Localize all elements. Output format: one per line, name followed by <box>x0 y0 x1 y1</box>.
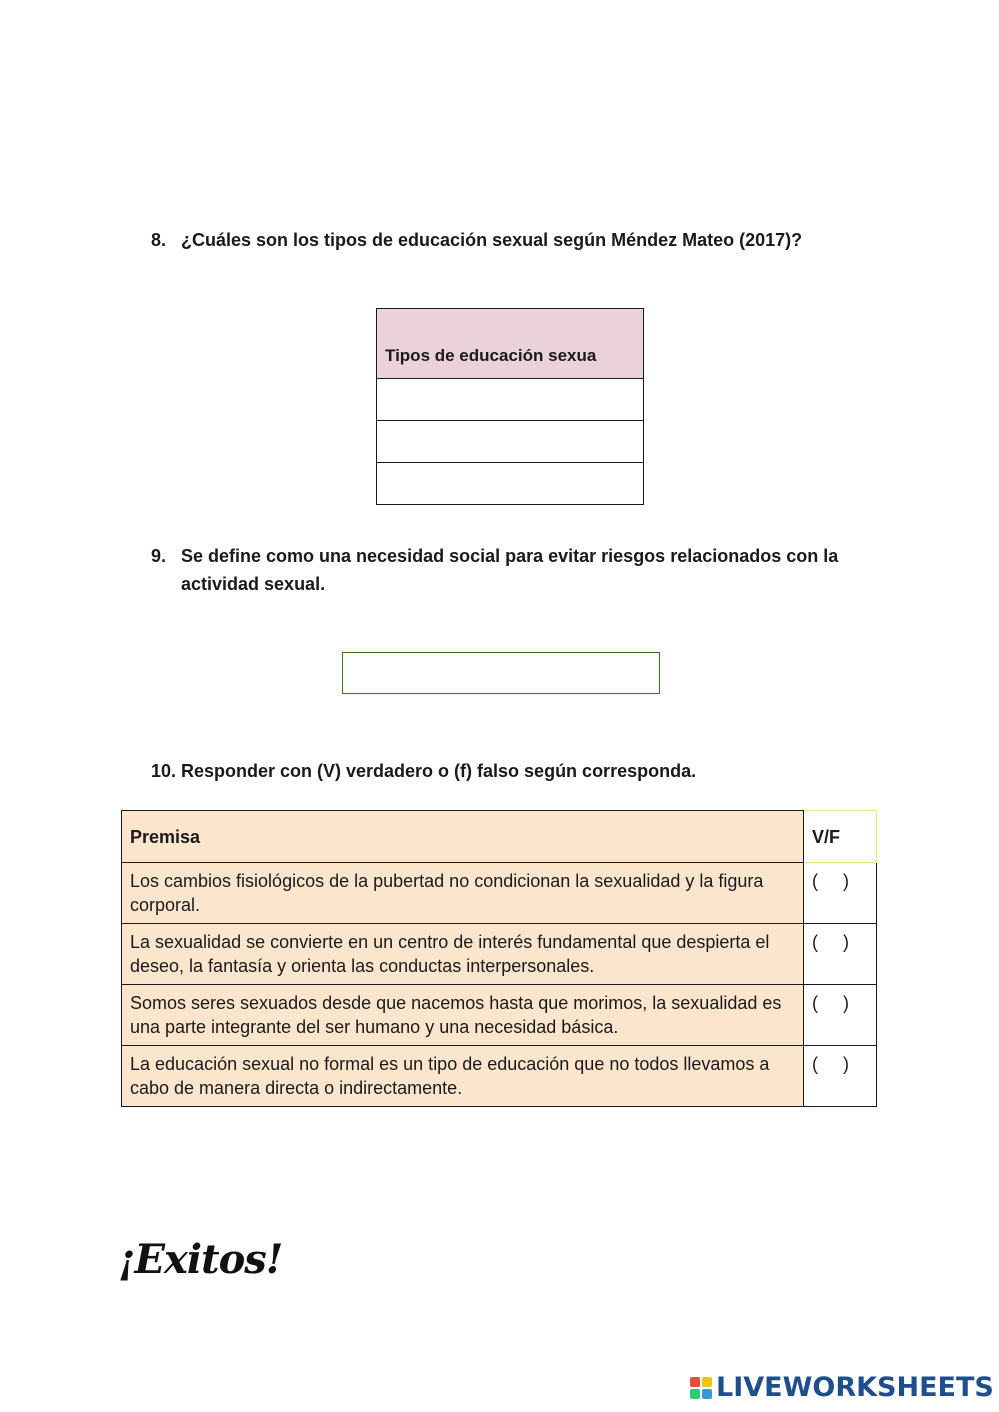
question-8-text: ¿Cuáles son los tipos de educación sexual según Méndez Mateo (2017)? <box>181 230 803 250</box>
question-8 <box>151 226 891 254</box>
premise-cell: Somos seres sexuados desde que nacemos hasta que morimos, la sexualidad es una parte integrante del ser humano y una necesidad básica. <box>122 985 804 1046</box>
vf-answer-cell[interactable]: ( ) <box>804 863 877 924</box>
question-10-number: 10. <box>151 761 177 781</box>
education-types-table <box>376 308 644 505</box>
education-types-header: Tipos de educación sexua <box>377 309 644 379</box>
brand-wordmark: LIVEWORKSHEETS <box>716 1372 994 1403</box>
education-type-answer-cell[interactable] <box>377 379 644 421</box>
question-9-text: Se define como una necesidad social para evitar riesgos relacionados con la actividad sexual. <box>181 546 839 594</box>
question-8-number: 8. <box>151 230 167 250</box>
vf-column-header: V/F <box>804 811 877 863</box>
vf-answer-cell[interactable]: ( ) <box>804 985 877 1046</box>
question-9 <box>151 542 891 598</box>
premise-cell: La educación sexual no formal es un tipo de educación que no todos llevamos a cabo de manera directa o indirectamente. <box>122 1046 804 1107</box>
question-10 <box>151 757 891 785</box>
question-9-answer-field[interactable] <box>342 652 660 694</box>
closing-message: ¡Exitos! <box>118 1236 283 1283</box>
table-row <box>122 985 877 1046</box>
premise-cell: Los cambios fisiológicos de la pubertad no condicionan la sexualidad y la figura corporal. <box>122 863 804 924</box>
true-false-header-row <box>122 811 877 863</box>
premise-column-header: Premisa <box>122 811 804 863</box>
education-type-answer-cell[interactable] <box>377 421 644 463</box>
table-row <box>122 863 877 924</box>
vf-answer-cell[interactable]: ( ) <box>804 924 877 985</box>
question-10-text: Responder con (V) verdadero o (f) falso según corresponda. <box>181 761 697 781</box>
vf-answer-cell[interactable]: ( ) <box>804 1046 877 1107</box>
question-9-number: 9. <box>151 546 167 566</box>
premise-cell: La sexualidad se convierte en un centro de interés fundamental que despierta el deseo, la fantasía y orienta las conductas interpersonales. <box>122 924 804 985</box>
liveworksheets-logo-icon <box>690 1377 712 1399</box>
table-row <box>122 1046 877 1107</box>
liveworksheets-brand <box>690 1372 994 1403</box>
education-type-answer-cell[interactable] <box>377 463 644 505</box>
table-row <box>122 924 877 985</box>
true-false-table <box>121 810 877 1107</box>
